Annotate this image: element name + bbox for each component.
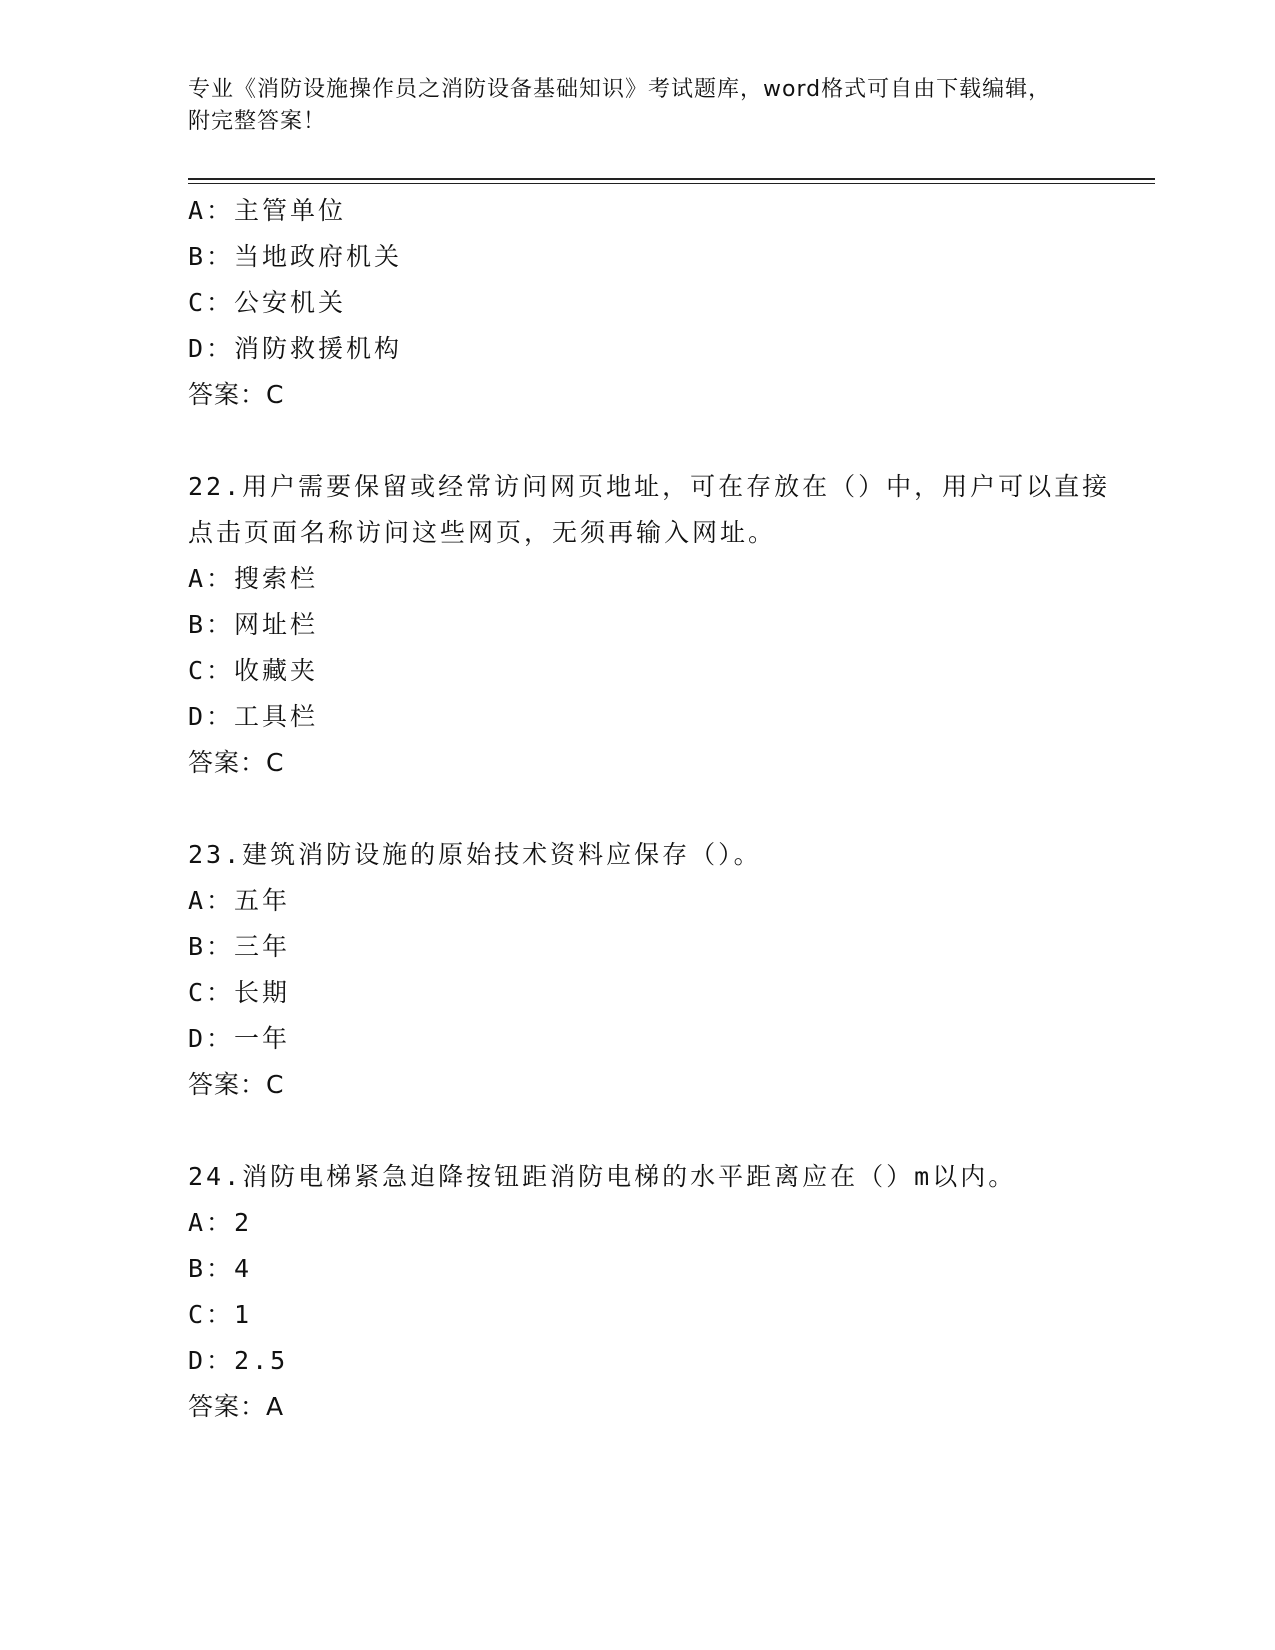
option-b: B：4	[188, 1254, 253, 1283]
option-c: C：长期	[188, 978, 291, 1007]
question-gap	[188, 786, 1118, 832]
header-divider-thick	[188, 178, 1155, 180]
question-text: 22.用户需要保留或经常访问网页地址，可在存放在（）中，用户可以直接点击页面名称访问这些网页，无须再输入网址。	[188, 472, 1111, 547]
option-b: B：三年	[188, 932, 291, 961]
option-a: A：搜索栏	[188, 564, 319, 593]
option-d: D：工具栏	[188, 702, 319, 731]
option-a: A：主管单位	[188, 196, 347, 225]
question-22	[188, 464, 1118, 786]
question-21	[188, 188, 1118, 418]
question-gap	[188, 418, 1118, 464]
option-c: C：1	[188, 1300, 253, 1329]
page-header: 专业《消防设施操作员之消防设备基础知识》考试题库，word格式可自由下载编辑，附完整答案！	[188, 77, 1052, 134]
option-a: A：五年	[188, 886, 291, 915]
option-d: D：2.5	[188, 1346, 289, 1375]
question-list	[188, 188, 1118, 1430]
header-divider-thin	[188, 183, 1155, 184]
question-text: 24.消防电梯紧急迫降按钮距消防电梯的水平距离应在（）m以内。	[188, 1162, 1017, 1191]
answer-line: 答案：A	[188, 1392, 285, 1421]
answer-line: 答案：C	[188, 380, 285, 409]
option-b: B：当地政府机关	[188, 242, 403, 271]
question-24	[188, 1154, 1118, 1430]
option-c: C：公安机关	[188, 288, 347, 317]
option-d: D：一年	[188, 1024, 291, 1053]
option-d: D：消防救援机构	[188, 334, 403, 363]
question-23	[188, 832, 1118, 1108]
answer-line: 答案：C	[188, 748, 285, 777]
answer-line: 答案：C	[188, 1070, 285, 1099]
question-text: 23.建筑消防设施的原始技术资料应保存（）。	[188, 840, 762, 869]
option-b: B：网址栏	[188, 610, 319, 639]
option-c: C：收藏夹	[188, 656, 319, 685]
option-a: A：2	[188, 1208, 253, 1237]
question-gap	[188, 1108, 1118, 1154]
